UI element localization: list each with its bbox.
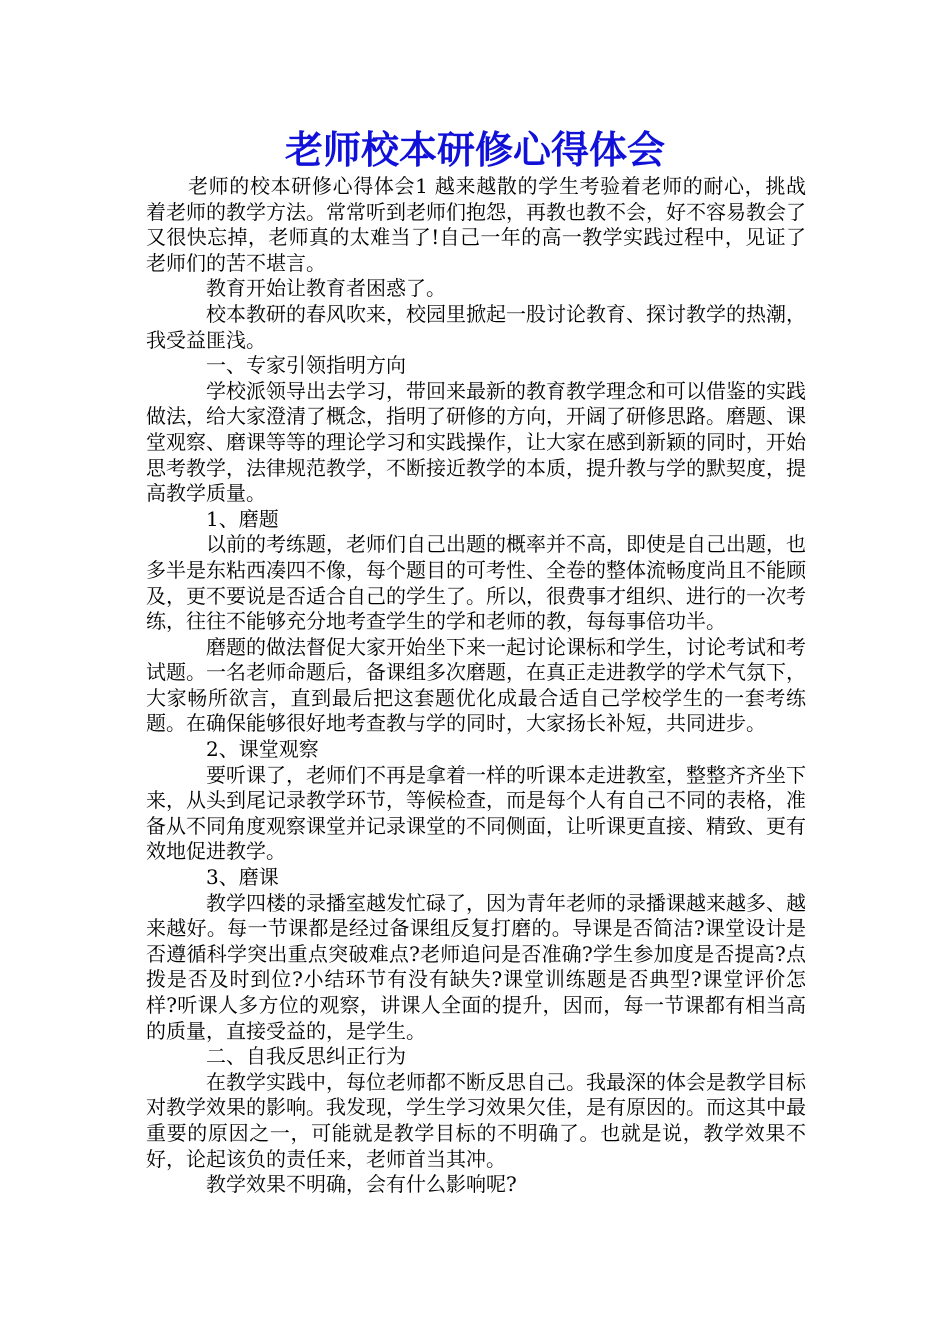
- document-body: [146, 174, 806, 1198]
- paragraph: 要听课了，老师们不再是拿着一样的听课本走进教室，整整齐齐坐下来，从头到尾记录教学环节，等候检查，而是每个人有自己不同的表格，准备从不同角度观察课堂并记录课堂的不同侧面，让听课更直接、精致、更有效地促进教学。: [146, 762, 806, 864]
- paragraph: 教学四楼的录播室越发忙碌了，因为青年老师的录播课越来越多、越来越好。每一节课都是经过备课组反复打磨的。导课是否简洁?课堂设计是否遵循科学突出重点突破难点?老师追问是否准确?学生参加度是否提高?点拨是否及时到位?小结环节有没有缺失?课堂训练题是否典型?课堂评价怎样?听课人多方位的观察，讲课人全面的提升，因而，每一节课都有相当高的质量，直接受益的，是学生。: [146, 890, 806, 1043]
- paragraph: 校本教研的春风吹来，校园里掀起一股讨论教育、探讨教学的热潮，我受益匪浅。: [146, 301, 806, 352]
- subsection-heading: 3、磨课: [206, 865, 279, 890]
- paragraph: 在教学实践中，每位老师都不断反思自己。我最深的体会是教学目标对教学效果的影响。我发现，学生学习效果欠佳，是有原因的。而这其中最重要的原因之一，可能就是教学目标的不明确了。也就是说，教学效果不好，论起该负的责任来，老师首当其冲。: [146, 1069, 806, 1171]
- document-title: 老师校本研修心得体会: [284, 127, 665, 172]
- paragraph: 教学效果不明确，会有什么影响呢?: [206, 1172, 517, 1197]
- paragraph: 学校派领导出去学习，带回来最新的教育教学理念和可以借鉴的实践做法，给大家澄清了概念，指明了研修的方向，开阔了研修思路。磨题、课堂观察、磨课等等的理论学习和实践操作，让大家在感到新颖的同时，开始思考教学，法律规范教学，不断接近教学的本质，提升教与学的默契度，提高教学质量。: [146, 378, 806, 506]
- section-heading: 二、自我反思纠正行为: [206, 1044, 406, 1069]
- subsection-heading: 2、课堂观察: [206, 737, 319, 762]
- paragraph: 教育开始让教育者困惑了。: [206, 276, 446, 301]
- section-heading: 一、专家引领指明方向: [206, 353, 406, 378]
- paragraph: 老师的校本研修心得体会1 越来越散的学生考验着老师的耐心，挑战着老师的教学方法。常常听到老师们抱怨，再教也教不会，好不容易教会了又很快忘掉，老师真的太难当了!自己一年的高一教学实践过程中，见证了老师们的苦不堪言。: [146, 174, 806, 275]
- paragraph: 以前的考练题，老师们自己出题的概率并不高，即使是自己出题，也多半是东粘西凑四不像，每个题目的可考性、全卷的整体流畅度尚且不能顾及，更不要说是否适合自己的学生了。所以，很费事才组织、进行的一次考练，往往不能够充分地考查学生的学和老师的教，每每事倍功半。: [146, 532, 806, 634]
- paragraph: 磨题的做法督促大家开始坐下来一起讨论课标和学生，讨论考试和考试题。一名老师命题后，备课组多次磨题，在真正走进教学的学术气氛下，大家畅所欲言，直到最后把这套题优化成最合适自己学校学生的一套考练题。在确保能够很好地考查教与学的同时，大家扬长补短，共同进步。: [146, 634, 806, 736]
- subsection-heading: 1、磨题: [206, 506, 279, 531]
